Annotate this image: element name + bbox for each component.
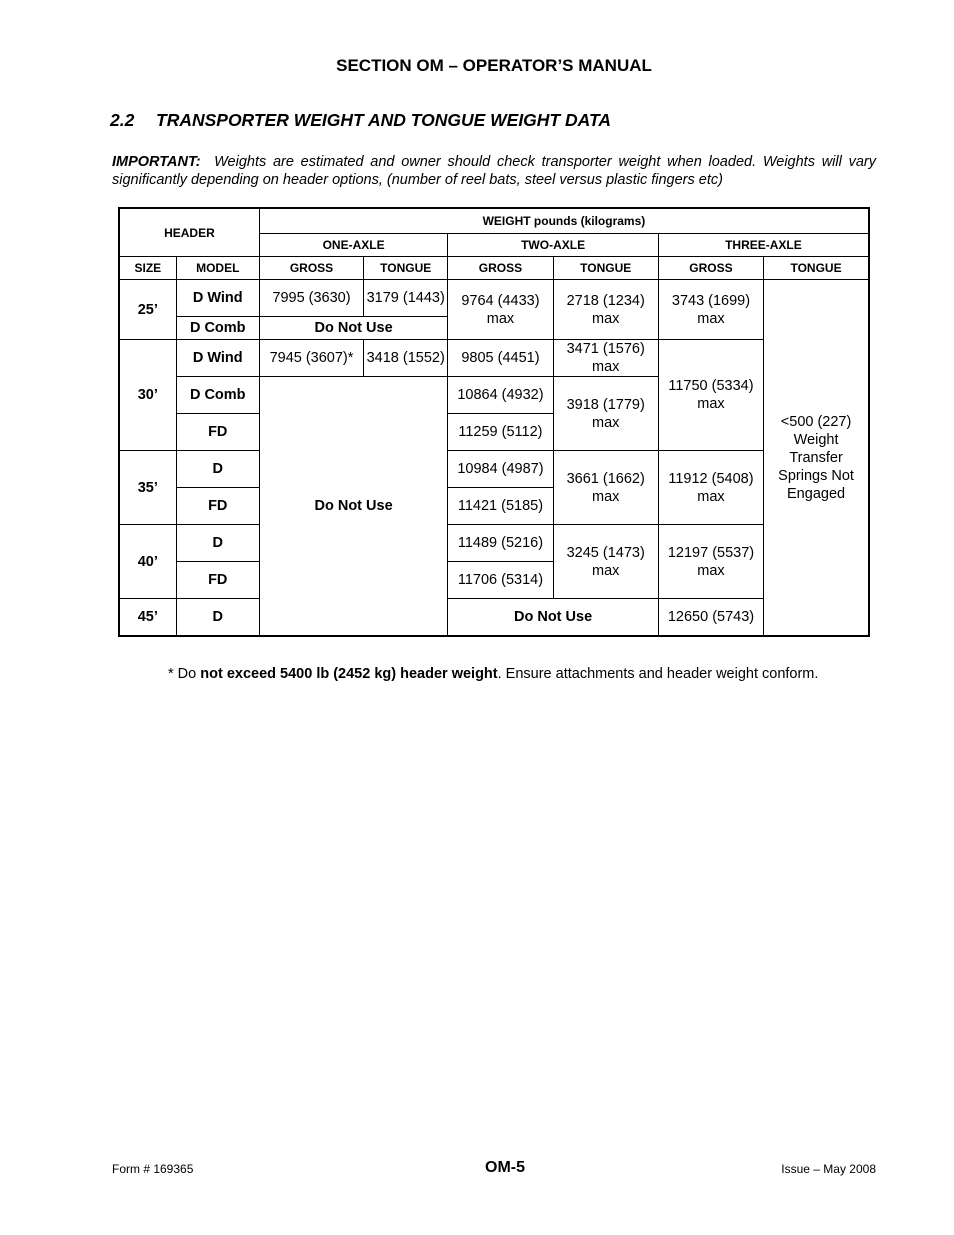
table-row bbox=[119, 525, 869, 562]
col-one-axle-tongue: TONGUE bbox=[364, 257, 448, 280]
model-cell: FD bbox=[176, 562, 259, 599]
model-cell: FD bbox=[176, 414, 259, 451]
model-cell: D Comb bbox=[176, 377, 259, 414]
section-number: 2.2 bbox=[110, 110, 135, 130]
table-cell: 7995 (3630) bbox=[259, 280, 363, 317]
one-axle-header: ONE-AXLE bbox=[259, 234, 447, 257]
col-two-axle-tongue: TONGUE bbox=[553, 257, 658, 280]
table-cell: 10984 (4987) bbox=[448, 451, 553, 488]
table-cell: 2718 (1234) max bbox=[553, 280, 658, 340]
weight-table bbox=[118, 207, 870, 637]
important-text: Weights are estimated and owner should check transporter weight when loaded. Weights will vary significantly depending on header options, (number of reel bats, steel versus plastic fingers etc) bbox=[112, 154, 876, 188]
important-note bbox=[112, 153, 876, 189]
footnote-bold: not exceed 5400 lb (2452 kg) header weight bbox=[200, 666, 498, 682]
section-title bbox=[110, 110, 611, 131]
col-three-axle-tongue: TONGUE bbox=[764, 257, 869, 280]
header-group-cell: HEADER bbox=[119, 208, 259, 257]
three-axle-tongue-cell: <500 (227) Weight Transfer Springs Not Engaged bbox=[764, 280, 869, 637]
model-cell: D Comb bbox=[176, 317, 259, 340]
table-cell: 11489 (5216) bbox=[448, 525, 553, 562]
model-cell: D bbox=[176, 525, 259, 562]
col-three-axle-gross: GROSS bbox=[658, 257, 763, 280]
size-cell: 45’ bbox=[119, 599, 176, 637]
table-row bbox=[119, 451, 869, 488]
col-size: SIZE bbox=[119, 257, 176, 280]
table-cell: 11421 (5185) bbox=[448, 488, 553, 525]
table-cell: 11259 (5112) bbox=[448, 414, 553, 451]
table-cell: 9764 (4433) max bbox=[448, 280, 553, 340]
table-cell: 11750 (5334) max bbox=[658, 340, 763, 451]
table-cell: 3743 (1699) max bbox=[658, 280, 763, 340]
issue-date: Issue – May 2008 bbox=[781, 1162, 876, 1176]
footnote-suffix: . Ensure attachments and header weight conform. bbox=[497, 666, 819, 682]
table-cell: 7945 (3607)* bbox=[259, 340, 363, 377]
table-cell: 3661 (1662) max bbox=[553, 451, 658, 525]
weight-group-cell: WEIGHT pounds (kilograms) bbox=[259, 208, 869, 234]
model-cell: D bbox=[176, 599, 259, 637]
table-row bbox=[119, 599, 869, 637]
important-label: IMPORTANT: bbox=[112, 154, 201, 170]
two-axle-header: TWO-AXLE bbox=[448, 234, 659, 257]
page-header: SECTION OM – OPERATOR’S MANUAL bbox=[336, 56, 652, 75]
table-cell: 11706 (5314) bbox=[448, 562, 553, 599]
model-cell: D Wind bbox=[176, 280, 259, 317]
table-cell: 12650 (5743) bbox=[658, 599, 763, 637]
col-one-axle-gross: GROSS bbox=[259, 257, 363, 280]
size-cell: 40’ bbox=[119, 525, 176, 599]
table-cell: 3245 (1473) max bbox=[553, 525, 658, 599]
model-cell: D bbox=[176, 451, 259, 488]
table-cell: 10864 (4932) bbox=[448, 377, 553, 414]
table-cell: 12197 (5537) max bbox=[658, 525, 763, 599]
footnote-prefix: * Do bbox=[168, 666, 201, 682]
col-model: MODEL bbox=[176, 257, 259, 280]
table-cell: 3179 (1443) bbox=[364, 280, 448, 317]
do-not-use-cell: Do Not Use bbox=[259, 377, 447, 637]
section-title-text: TRANSPORTER WEIGHT AND TONGUE WEIGHT DATA bbox=[156, 110, 611, 130]
table-cell: 3918 (1779) max bbox=[553, 377, 658, 451]
form-number: Form # 169365 bbox=[112, 1162, 194, 1176]
size-cell: 25’ bbox=[119, 280, 176, 340]
page-number: OM-5 bbox=[485, 1159, 525, 1176]
table-row bbox=[119, 280, 869, 317]
model-cell: FD bbox=[176, 488, 259, 525]
table-cell: 9805 (4451) bbox=[448, 340, 553, 377]
col-two-axle-gross: GROSS bbox=[448, 257, 553, 280]
size-cell: 35’ bbox=[119, 451, 176, 525]
do-not-use-cell: Do Not Use bbox=[259, 317, 447, 340]
table-row bbox=[119, 340, 869, 377]
table-cell: 3418 (1552) bbox=[364, 340, 448, 377]
three-axle-header: THREE-AXLE bbox=[658, 234, 869, 257]
table-cell: 11912 (5408) max bbox=[658, 451, 763, 525]
model-cell: D Wind bbox=[176, 340, 259, 377]
table-cell: 3471 (1576) max bbox=[553, 340, 658, 377]
size-cell: 30’ bbox=[119, 340, 176, 451]
footnote bbox=[168, 666, 818, 682]
do-not-use-cell: Do Not Use bbox=[448, 599, 659, 637]
